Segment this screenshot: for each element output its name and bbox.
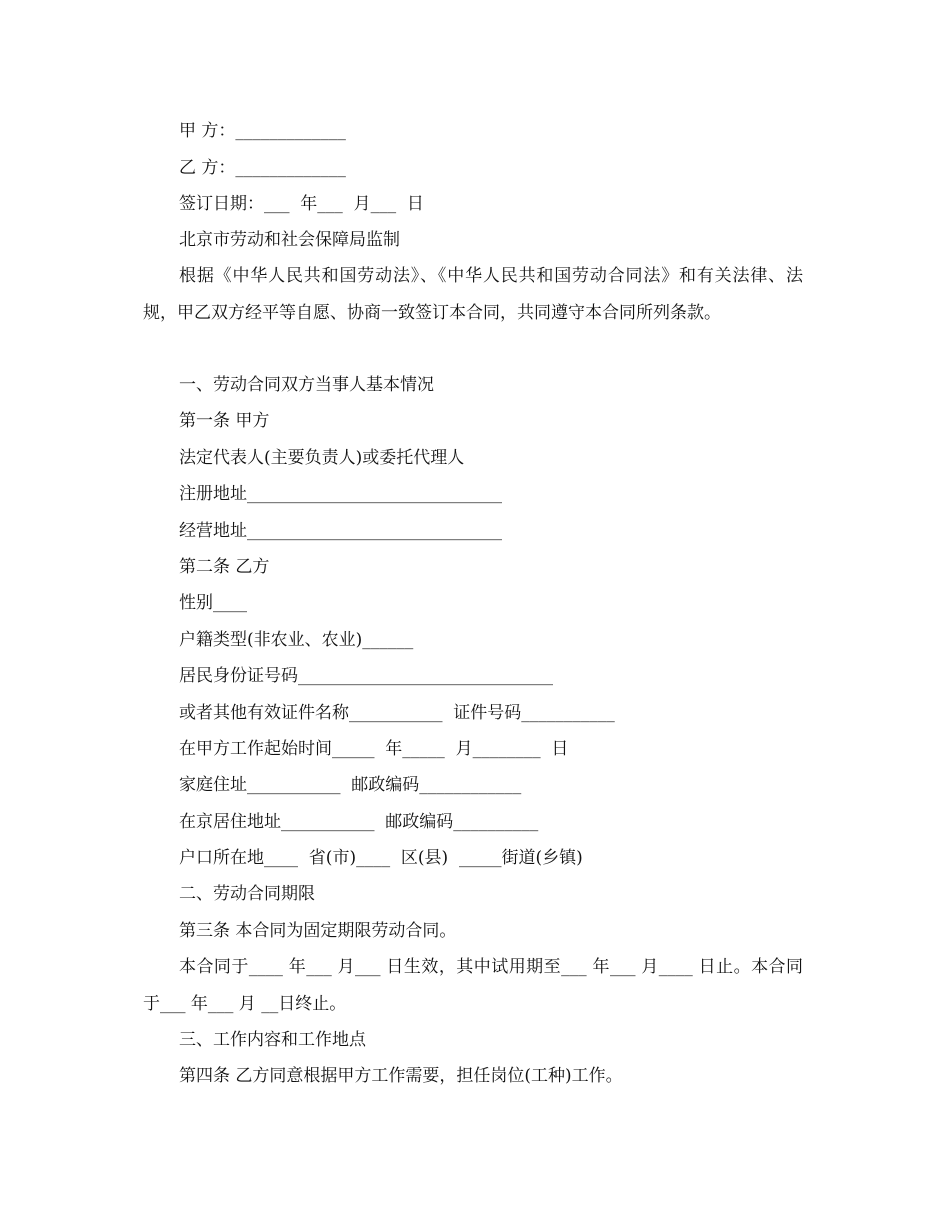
supervisor-line: 北京市劳动和社会保障局监制 [179,230,400,250]
party-a-representative: 法定代表人(主要负责人)或委托代理人 [179,448,465,468]
party-b-id-number: 居民身份证号码______________________________ [179,666,553,686]
party-b-hukou-location: 户口所在地____ 省(市)____ 区(县) _____街道(乡镇) [179,848,583,868]
preamble-paragraph: 根据《中华人民共和国劳动法》、《中华人民共和国劳动合同法》和有关法律、法规，甲乙双方经平等自愿、协商一致签订本合同，共同遵守本合同所列条款。 [143,266,803,323]
contract-term-paragraph: 本合同于____ 年___ 月___ 日生效，其中试用期至___ 年___ 月____ 日止。本合同于___ 年___ 月 __日终止。 [143,957,803,1014]
article-3-text: 第三条 本合同为固定期限劳动合同。 [179,921,457,941]
article-1-heading: 第一条 甲方 [179,411,270,431]
article-2-heading: 第二条 乙方 [179,557,270,577]
section-1-heading: 一、劳动合同双方当事人基本情况 [179,375,434,395]
party-b-hukou-type: 户籍类型(非农业、农业)______ [179,630,414,650]
sign-date-line: 签订日期：___ 年___ 月___ 日 [179,194,424,214]
party-a-business-address: 经营地址______________________________ [179,521,502,541]
party-b-home-address: 家庭住址___________ 邮政编码____________ [179,775,522,795]
party-b-gender: 性别____ [179,593,247,613]
article-4-text: 第四条 乙方同意根据甲方工作需要，担任岗位(工种)工作。 [179,1066,623,1086]
party-b-line: 乙 方：_____________ [179,158,346,178]
party-a-registered-address: 注册地址______________________________ [179,484,502,504]
party-b-beijing-address: 在京居住地址___________ 邮政编码__________ [179,812,539,832]
party-b-other-id: 或者其他有效证件名称___________ 证件号码___________ [179,703,615,723]
section-3-heading: 三、工作内容和工作地点 [179,1030,366,1050]
party-b-start-time: 在甲方工作起始时间_____ 年_____ 月________ 日 [179,739,569,759]
section-2-heading: 二、劳动合同期限 [179,884,315,904]
party-a-line: 甲 方：_____________ [179,121,346,141]
